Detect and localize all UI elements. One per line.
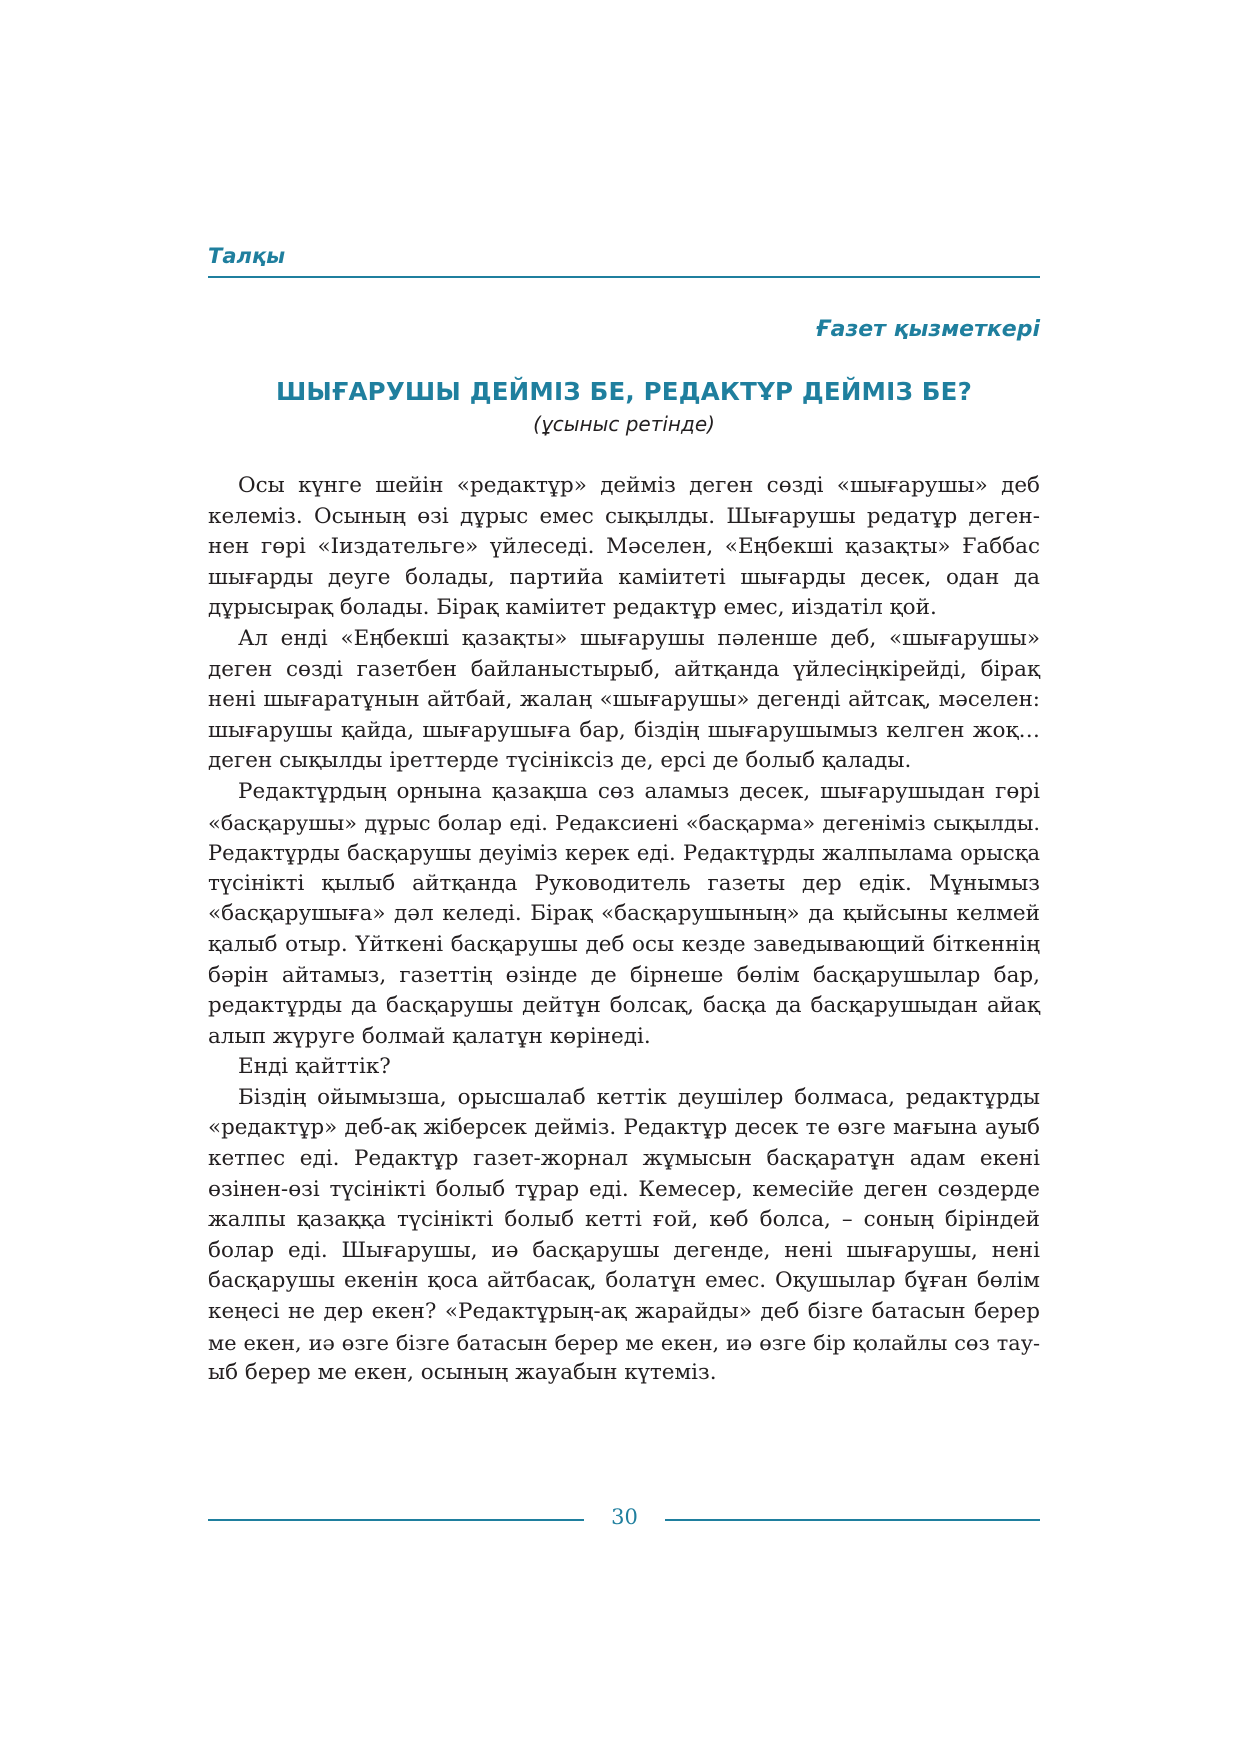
paragraph-3-line-8: редактұрды да басқарушы дейтұн болсақ, басқа да басқарушыдан айақ [208, 993, 1040, 1019]
paragraph-5-line-6: болар еді. Шығарушы, иә басқарушы дегенде, нені шығарушы, нені [208, 1237, 1040, 1263]
paragraph-3-line-7: бәрін айтамыз, газеттің өзінде де бірнеше бөлім басқарушылар бар, [208, 962, 1040, 988]
footer-rule-right [665, 1519, 1040, 1521]
page-number: 30 [611, 1505, 638, 1529]
paragraph-5-line-4: өзінен-өзі түсінікті болыб тұрар еді. Кемесер, кемесійе деген сөздерде [208, 1176, 1040, 1202]
paragraph-2-line-3: нені шығаратұнын айтбай, жалаң «шығарушы» дегенді айтсақ, мәселен: [208, 687, 1040, 713]
paragraph-1-line-3: нен гөрі «Іиздательге» үйлеседі. Мәселен, «Еңбекші қазақты» Ғаббас [208, 534, 1040, 560]
header-rule [208, 276, 1040, 278]
paragraph-3-line-2: «басқарушы» дұрыс болар еді. Редаксиені «басқарма» дегеніміз сықылды. [208, 810, 1040, 835]
paragraph-2-line-2: деген сөзді газетбен байланыстырыб, айтқанда үйлесіңкірейді, бірақ [208, 656, 1040, 682]
paragraph-3-line-3: Редактұрды басқарушы деуіміз керек еді. Редактұрды жалпылама орысқа [208, 840, 1040, 866]
paragraph-3-line-1: Редактұрдың орнына қазақша сөз аламыз десек, шығарушыдан гөрі [238, 778, 1040, 804]
article-subtitle: (ұсыныс ретінде) [533, 412, 715, 436]
paragraph-2-line-1: Ал енді «Еңбекші қазақты» шығарушы пәленше деб, «шығарушы» [238, 625, 1040, 651]
article-author: Ғазет қызметкері [815, 317, 1040, 342]
paragraph-5-line-3: кетпес еді. Редактұр газет-жорнал жұмысын басқаратұн адам екені [208, 1146, 1040, 1172]
paragraph-5-line-10: ыб берер ме екен, осының жауабын күтеміз. [208, 1360, 717, 1386]
paragraph-3-line-6: қалыб отыр. Үйткені басқарушы деб осы кезде заведывающий біткеннің [208, 931, 1040, 957]
running-head: Талқы [208, 244, 286, 268]
paragraph-1-line-1: Осы күнге шейін «редактұр» дейміз деген сөзді «шығарушы» деб [238, 473, 1040, 498]
paragraph-5-line-5: жалпы қазаққа түсінікті болыб кетті ғой, көб болса, – соның біріндей [208, 1207, 1040, 1233]
footer-rule-left [208, 1519, 584, 1521]
paragraph-3-line-4: түсінікті қылыб айтқанда Руководитель газеты дер едік. Мұнымыз [208, 870, 1040, 896]
article-title: ШЫҒАРУШЫ ДЕЙМІЗ БЕ, РЕДАКТҰР ДЕЙМІЗ БЕ? [275, 377, 973, 406]
paragraph-4-line-1: Енді қайттік? [238, 1054, 391, 1080]
paragraph-1-line-4: шығарды деуге болады, партийа каміитеті шығарды десек, одан да [208, 564, 1040, 590]
paragraph-5-line-2: «редактұр» деб-ақ жіберсек дейміз. Редактұр десек те өзге мағына ауыб [208, 1115, 1040, 1141]
paragraph-5-line-7: басқарушы екенін қоса айтбасақ, болатұн емес. Оқушылар бұған бөлім [208, 1268, 1040, 1294]
paragraph-3-line-9: алып жүруге болмай қалатұн көрінеді. [208, 1023, 651, 1049]
paragraph-3-line-5: «басқарушыға» дәл келеді. Бірақ «басқарушының» да қыйсыны келмей [208, 901, 1040, 927]
paragraph-5-line-9: ме екен, иә өзге бізге батасын берер ме екен, иә өзге бір қолайлы сөз тау- [208, 1330, 1040, 1355]
paragraph-5-line-8: кеңесі не дер екен? «Редактұрың-ақ жарайды» деб бізге батасын берер [208, 1299, 1040, 1325]
paragraph-1-line-2: келеміз. Осының өзі дұрыс емес сықылды. Шығарушы редатұр деген- [208, 503, 1040, 529]
article-body [208, 471, 1040, 1389]
paragraph-1-line-5: дұрысырақ болады. Бірақ каміитет редактұр емес, иіздатіл қой. [208, 595, 937, 621]
paragraph-2-line-4: шығарушы қайда, шығарушыға бар, біздің шығарушымыз келген жоқ… [208, 717, 1040, 743]
paragraph-5-line-1: Біздің ойымызша, орысшалаб кеттік деушілер болмаса, редактұрды [238, 1084, 1040, 1110]
paragraph-2-line-5: деген сықылды іреттерде түсініксіз де, ерсі де болыб қалады. [208, 748, 912, 774]
